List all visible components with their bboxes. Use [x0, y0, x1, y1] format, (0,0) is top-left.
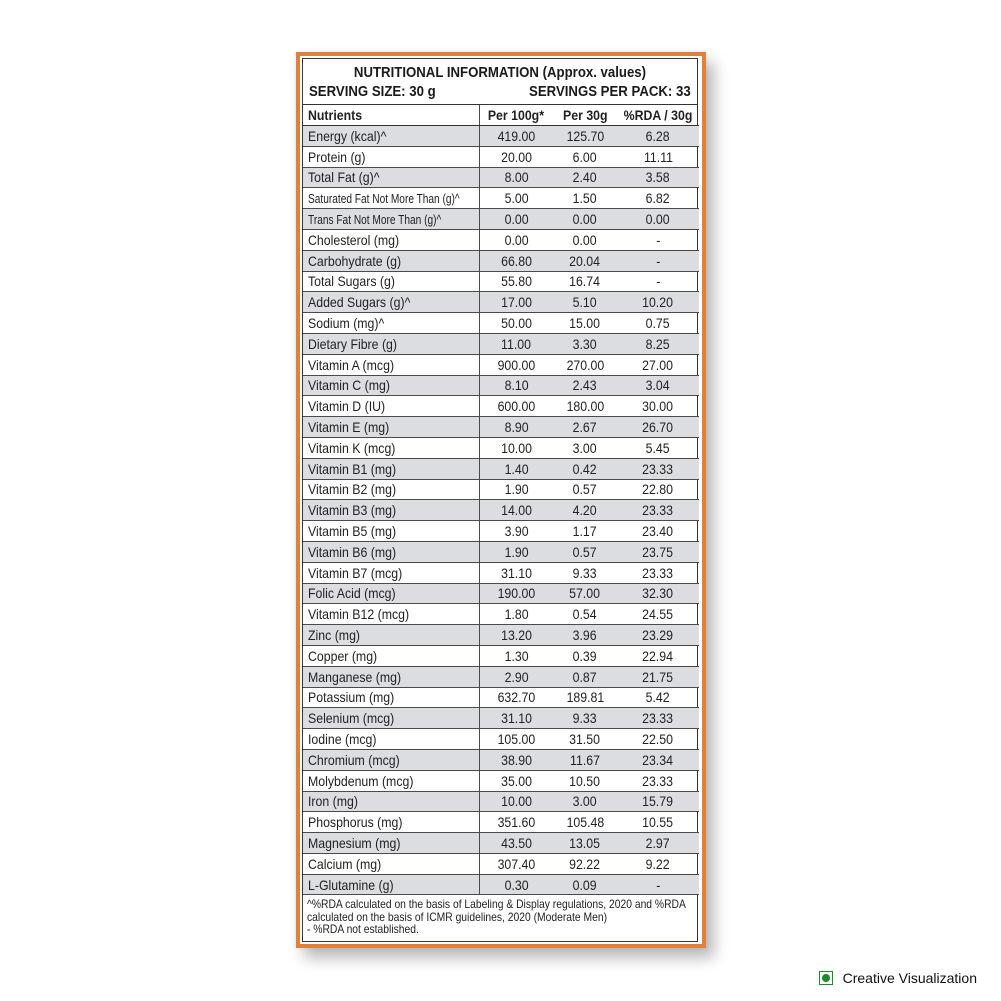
value-per-30g: 9.33	[553, 562, 617, 583]
value-per-30g: 3.96	[553, 625, 617, 646]
table-row	[303, 541, 699, 562]
nutrition-label	[296, 52, 706, 948]
nutrient-name: Vitamin E (mg)	[303, 417, 479, 438]
value-per-100g: 1.40	[479, 458, 553, 479]
value-per-100g: 17.00	[479, 292, 553, 313]
value-per-30g: 0.00	[553, 209, 617, 230]
value-per-100g: 31.10	[479, 562, 553, 583]
table-row	[303, 229, 699, 250]
nutrient-name: Cholesterol (mg)	[303, 229, 479, 250]
value-rda: 10.55	[617, 812, 699, 833]
value-rda: -	[617, 874, 699, 895]
nutrient-name: Iodine (mcg)	[303, 729, 479, 750]
value-rda: 2.97	[617, 833, 699, 854]
table-row	[303, 209, 699, 230]
table-row	[303, 687, 699, 708]
value-per-100g: 900.00	[479, 354, 553, 375]
value-rda: 0.75	[617, 313, 699, 334]
value-rda: 22.94	[617, 645, 699, 666]
nutrient-name: Selenium (mcg)	[303, 708, 479, 729]
value-per-30g: 2.67	[553, 417, 617, 438]
value-rda: 23.75	[617, 541, 699, 562]
value-per-100g: 11.00	[479, 333, 553, 354]
value-per-30g: 13.05	[553, 833, 617, 854]
footnote-line: ^%RDA calculated on the basis of Labeling & Display regulations, 2020 and %RDA	[307, 897, 686, 912]
label-title: NUTRITIONAL INFORMATION (Approx. values)	[353, 64, 647, 81]
value-per-100g: 3.90	[479, 521, 553, 542]
nutrient-name: Carbohydrate (g)	[303, 250, 479, 271]
value-per-100g: 1.30	[479, 645, 553, 666]
value-per-30g: 9.33	[553, 708, 617, 729]
table-row	[303, 666, 699, 687]
value-per-30g: 189.81	[553, 687, 617, 708]
value-rda: 3.04	[617, 375, 699, 396]
nutrient-name: Zinc (mg)	[303, 625, 479, 646]
value-per-100g: 13.20	[479, 625, 553, 646]
value-per-30g: 11.67	[553, 749, 617, 770]
value-per-30g: 0.42	[553, 458, 617, 479]
value-per-30g: 270.00	[553, 354, 617, 375]
nutrient-name: Copper (mg)	[303, 645, 479, 666]
value-per-100g: 43.50	[479, 833, 553, 854]
value-per-30g: 0.57	[553, 479, 617, 500]
value-per-100g: 8.00	[479, 167, 553, 188]
value-per-100g: 307.40	[479, 853, 553, 874]
value-per-100g: 190.00	[479, 583, 553, 604]
table-row	[303, 354, 699, 375]
value-per-100g: 351.60	[479, 812, 553, 833]
table-row	[303, 479, 699, 500]
value-per-100g: 31.10	[479, 708, 553, 729]
value-per-100g: 38.90	[479, 749, 553, 770]
value-rda: 23.33	[617, 562, 699, 583]
nutrient-name: Vitamin B3 (mg)	[303, 500, 479, 521]
value-per-100g: 20.00	[479, 146, 553, 167]
nutrient-name: Trans Fat Not More Than (g)^	[303, 209, 479, 230]
value-per-30g: 125.70	[553, 126, 617, 147]
nutrient-name: Vitamin D (IU)	[303, 396, 479, 417]
value-per-100g: 10.00	[479, 437, 553, 458]
nutrient-name: Magnesium (mg)	[303, 833, 479, 854]
value-per-30g: 15.00	[553, 313, 617, 334]
value-per-100g: 14.00	[479, 500, 553, 521]
nutrient-name: Vitamin B1 (mg)	[303, 458, 479, 479]
value-per-30g: 2.40	[553, 167, 617, 188]
value-per-100g: 0.30	[479, 874, 553, 895]
serving-size: SERVING SIZE: 30 g	[309, 83, 436, 100]
table-row	[303, 500, 699, 521]
value-per-100g: 55.80	[479, 271, 553, 292]
value-rda: 26.70	[617, 417, 699, 438]
value-per-30g: 3.30	[553, 333, 617, 354]
nutrient-name: Molybdenum (mcg)	[303, 770, 479, 791]
table-row	[303, 126, 699, 147]
value-per-30g: 0.09	[553, 874, 617, 895]
creative-visualization-badge	[819, 970, 977, 986]
value-per-100g: 35.00	[479, 770, 553, 791]
nutrient-name: Vitamin B5 (mg)	[303, 521, 479, 542]
value-per-30g: 1.50	[553, 188, 617, 209]
value-rda: 15.79	[617, 791, 699, 812]
table-row	[303, 833, 699, 854]
nutrient-name: Saturated Fat Not More Than (g)^	[303, 188, 479, 209]
value-rda: 5.45	[617, 437, 699, 458]
table-row	[303, 770, 699, 791]
table-row	[303, 874, 699, 895]
value-per-30g: 3.00	[553, 437, 617, 458]
value-rda: 21.75	[617, 666, 699, 687]
footnote-line: - %RDA not established.	[307, 922, 419, 937]
table-row	[303, 625, 699, 646]
serving-info	[309, 83, 691, 101]
value-per-30g: 16.74	[553, 271, 617, 292]
label-header	[303, 59, 697, 105]
value-per-30g: 0.57	[553, 541, 617, 562]
value-rda: 30.00	[617, 396, 699, 417]
table-header-row	[303, 105, 699, 126]
value-rda: -	[617, 229, 699, 250]
footnote-line: calculated on the basis of ICMR guidelines, 2020 (Moderate Men)	[307, 909, 608, 924]
table-row	[303, 375, 699, 396]
nutrient-name: Iron (mg)	[303, 791, 479, 812]
value-rda: 10.20	[617, 292, 699, 313]
column-header-per-30g: Per 30g	[553, 105, 617, 126]
table-row	[303, 333, 699, 354]
value-per-100g: 66.80	[479, 250, 553, 271]
table-row	[303, 521, 699, 542]
value-per-30g: 0.39	[553, 645, 617, 666]
value-per-100g: 105.00	[479, 729, 553, 750]
table-row	[303, 417, 699, 438]
table-row	[303, 146, 699, 167]
nutrition-table-body	[303, 126, 699, 895]
column-header-nutrients: Nutrients	[303, 105, 479, 126]
value-per-30g: 20.04	[553, 250, 617, 271]
table-row	[303, 853, 699, 874]
nutrient-name: Total Fat (g)^	[303, 167, 479, 188]
nutrition-label-card	[296, 52, 706, 948]
value-per-30g: 10.50	[553, 770, 617, 791]
value-rda: 8.25	[617, 333, 699, 354]
nutrition-label-inner	[302, 58, 698, 942]
value-per-30g: 105.48	[553, 812, 617, 833]
nutrient-name: Vitamin C (mg)	[303, 375, 479, 396]
value-rda: 22.80	[617, 479, 699, 500]
value-rda: 23.33	[617, 500, 699, 521]
servings-per-pack: SERVINGS PER PACK: 33	[529, 83, 691, 100]
value-rda: 6.82	[617, 188, 699, 209]
value-rda: 23.40	[617, 521, 699, 542]
nutrient-name: Vitamin B12 (mcg)	[303, 604, 479, 625]
value-rda: 22.50	[617, 729, 699, 750]
table-row	[303, 396, 699, 417]
value-per-30g: 57.00	[553, 583, 617, 604]
value-per-100g: 1.80	[479, 604, 553, 625]
nutrient-name: Folic Acid (mcg)	[303, 583, 479, 604]
value-rda: 23.34	[617, 749, 699, 770]
nutrient-name: Vitamin A (mcg)	[303, 354, 479, 375]
table-row	[303, 167, 699, 188]
nutrient-name: Phosphorus (mg)	[303, 812, 479, 833]
nutrient-name: Vitamin K (mcg)	[303, 437, 479, 458]
column-header-per-100g: Per 100g*	[479, 105, 553, 126]
value-per-100g: 0.00	[479, 229, 553, 250]
value-per-100g: 5.00	[479, 188, 553, 209]
nutrient-name: Potassium (mg)	[303, 687, 479, 708]
nutrient-name: Dietary Fibre (g)	[303, 333, 479, 354]
table-row	[303, 271, 699, 292]
value-per-100g: 10.00	[479, 791, 553, 812]
value-rda: 0.00	[617, 209, 699, 230]
table-row	[303, 583, 699, 604]
nutrient-name: Chromium (mcg)	[303, 749, 479, 770]
table-row	[303, 645, 699, 666]
table-row	[303, 313, 699, 334]
value-per-100g: 50.00	[479, 313, 553, 334]
value-rda: -	[617, 250, 699, 271]
value-rda: 11.11	[617, 146, 699, 167]
value-per-30g: 31.50	[553, 729, 617, 750]
value-per-30g: 6.00	[553, 146, 617, 167]
table-row	[303, 437, 699, 458]
value-rda: 9.22	[617, 853, 699, 874]
value-rda: 3.58	[617, 167, 699, 188]
nutrient-name: Vitamin B6 (mg)	[303, 541, 479, 562]
value-per-30g: 180.00	[553, 396, 617, 417]
value-per-30g: 0.54	[553, 604, 617, 625]
value-rda: 23.33	[617, 708, 699, 729]
table-row	[303, 749, 699, 770]
value-per-100g: 2.90	[479, 666, 553, 687]
value-per-100g: 1.90	[479, 479, 553, 500]
value-rda: -	[617, 271, 699, 292]
value-per-30g: 0.87	[553, 666, 617, 687]
nutrient-name: Vitamin B2 (mg)	[303, 479, 479, 500]
veg-mark-icon	[819, 971, 833, 985]
table-row	[303, 188, 699, 209]
nutrient-name: Total Sugars (g)	[303, 271, 479, 292]
table-row	[303, 250, 699, 271]
value-rda: 27.00	[617, 354, 699, 375]
table-row	[303, 791, 699, 812]
nutrient-name: Sodium (mg)^	[303, 313, 479, 334]
value-per-30g: 3.00	[553, 791, 617, 812]
value-rda: 23.29	[617, 625, 699, 646]
value-per-100g: 632.70	[479, 687, 553, 708]
value-per-30g: 92.22	[553, 853, 617, 874]
value-per-30g: 4.20	[553, 500, 617, 521]
table-row	[303, 292, 699, 313]
value-per-30g: 2.43	[553, 375, 617, 396]
table-row	[303, 729, 699, 750]
column-header-rda: %RDA / 30g	[617, 105, 699, 126]
value-rda: 5.42	[617, 687, 699, 708]
nutrient-name: Energy (kcal)^	[303, 126, 479, 147]
table-row	[303, 708, 699, 729]
value-per-100g: 600.00	[479, 396, 553, 417]
badge-text: Creative Visualization	[842, 970, 977, 986]
nutrient-name: Added Sugars (g)^	[303, 292, 479, 313]
value-per-30g: 5.10	[553, 292, 617, 313]
value-per-100g: 419.00	[479, 126, 553, 147]
table-row	[303, 604, 699, 625]
value-per-30g: 0.00	[553, 229, 617, 250]
nutrient-name: L-Glutamine (g)	[303, 874, 479, 895]
value-rda: 6.28	[617, 126, 699, 147]
table-row	[303, 562, 699, 583]
nutrient-name: Calcium (mg)	[303, 853, 479, 874]
table-row	[303, 812, 699, 833]
value-per-100g: 1.90	[479, 541, 553, 562]
table-row	[303, 458, 699, 479]
value-rda: 32.30	[617, 583, 699, 604]
value-per-30g: 1.17	[553, 521, 617, 542]
nutrition-table	[303, 105, 699, 895]
value-per-100g: 8.90	[479, 417, 553, 438]
value-rda: 24.55	[617, 604, 699, 625]
value-rda: 23.33	[617, 770, 699, 791]
nutrient-name: Manganese (mg)	[303, 666, 479, 687]
nutrient-name: Protein (g)	[303, 146, 479, 167]
value-per-100g: 0.00	[479, 209, 553, 230]
value-per-100g: 8.10	[479, 375, 553, 396]
footnote	[303, 895, 697, 936]
value-rda: 23.33	[617, 458, 699, 479]
nutrient-name: Vitamin B7 (mcg)	[303, 562, 479, 583]
